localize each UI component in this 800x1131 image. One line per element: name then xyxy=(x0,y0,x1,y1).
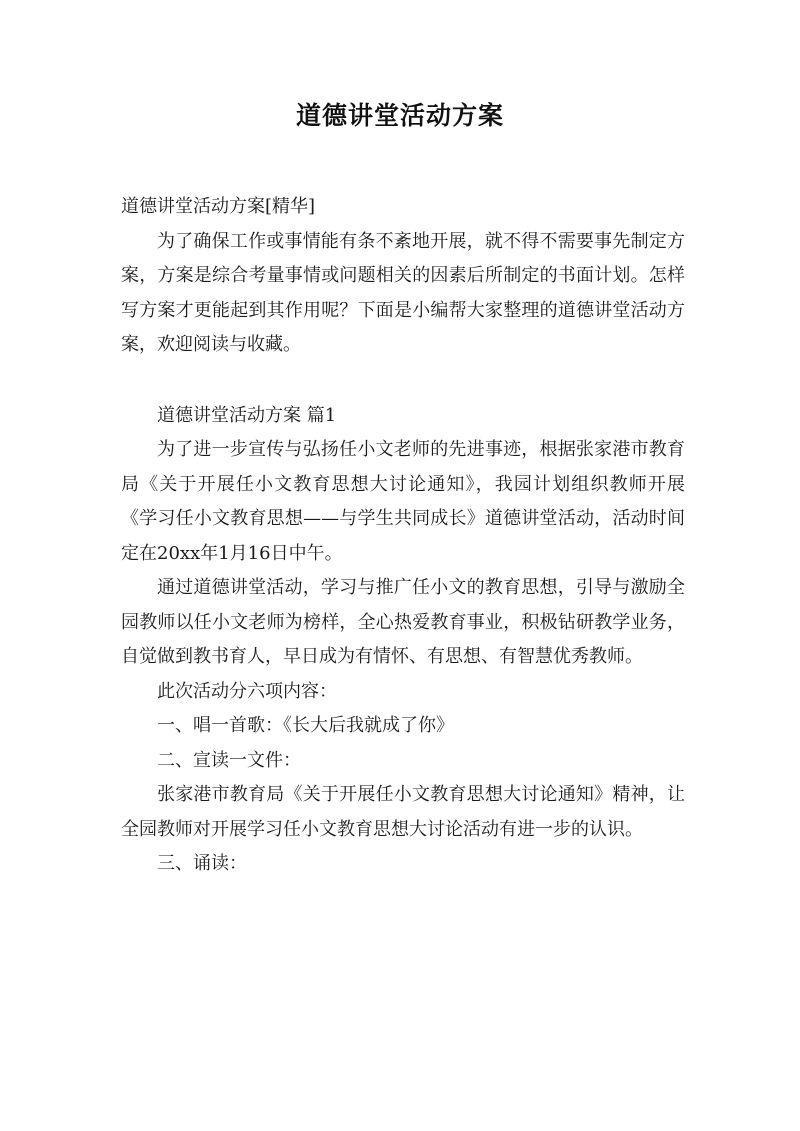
document-title: 道德讲堂活动方案 xyxy=(295,101,504,130)
section-heading: 道德讲堂活动方案 篇1 xyxy=(157,404,337,426)
section-gap xyxy=(121,363,685,399)
paragraph-purpose: 通过道德讲堂活动，学习与推广任小文的教育思想，引导与激励全园教师以任小文老师为榜样，全心热爱教育事业，积极钻研教学业务，自觉做到教书育人，早日成为有情怀、有思想、有智慧优秀教师。 xyxy=(121,577,685,667)
paragraph-document-detail: 张家港市教育局《关于开展任小文教育思想大讨论通知》精神，让全园教师对开展学习任小文教育思想大讨论活动有进一步的认识。 xyxy=(121,784,685,840)
list-item-recitation: 三、诵读： xyxy=(157,853,247,874)
paragraph-background: 为了进一步宣传与弘扬任小文老师的先进事迹，根据张家港市教育局《关于开展任小文教育思想大讨论通知》，我园计划组织教师开展《学习任小文教育思想——与学生共同成长》道德讲堂活动，活动时间定在20xx年1月16日中午。 xyxy=(121,439,685,564)
document-body xyxy=(121,190,685,882)
intro-paragraph: 为了确保工作或事情能有条不紊地开展，就不得不需要事先制定方案，方案是综合考量事情或问题相关的因素后所制定的书面计划。怎样写方案才更能起到其作用呢？下面是小编帮大家整理的道德讲堂活动方案，欢迎阅读与收藏。 xyxy=(121,230,685,355)
list-item-song: 一、唱一首歌：《长大后我就成了你》 xyxy=(157,715,454,736)
paragraph-activity-count: 此次活动分六项内容： xyxy=(157,680,337,702)
document-subtitle: 道德讲堂活动方案[精华] xyxy=(121,196,316,217)
list-item-document: 二、宣读一文件： xyxy=(157,749,301,771)
